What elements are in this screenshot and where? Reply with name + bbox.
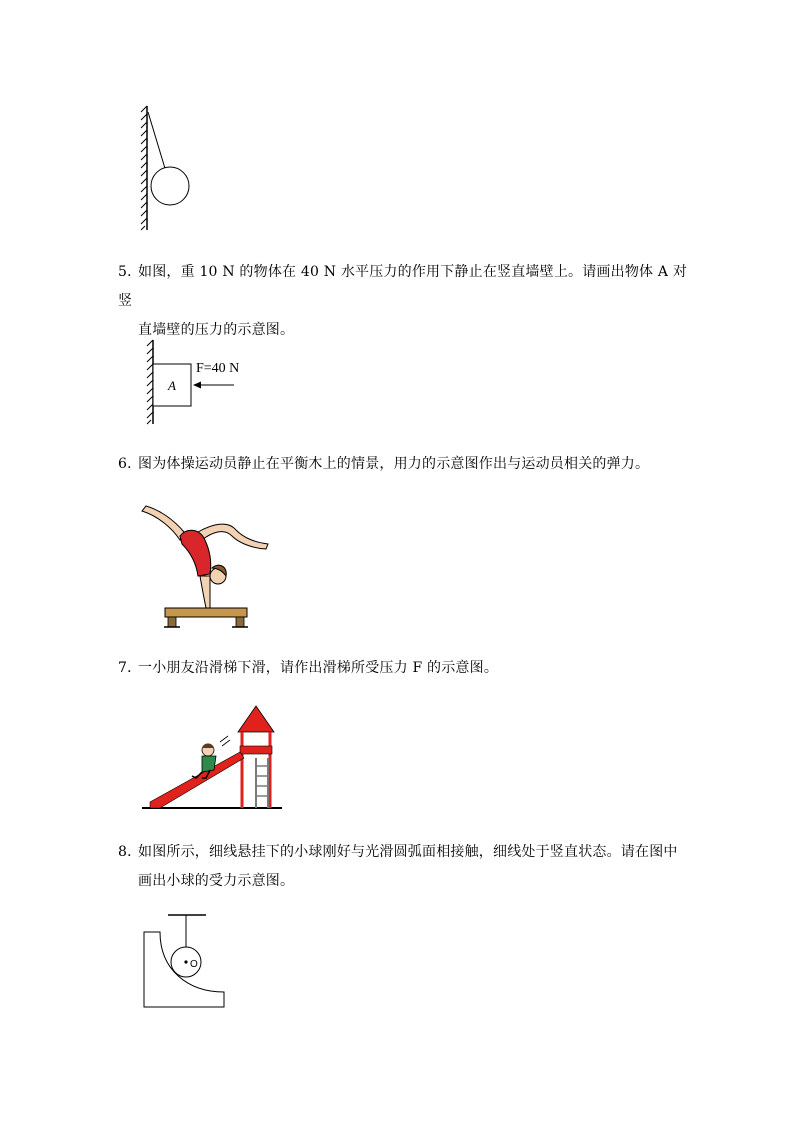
figure-ball-on-arc bbox=[138, 910, 230, 1010]
slide-ramp bbox=[150, 752, 244, 808]
block-label: A bbox=[168, 378, 176, 393]
jacket bbox=[202, 756, 216, 772]
left-leg bbox=[142, 506, 184, 540]
roof bbox=[238, 706, 274, 732]
question-text-line1: 一小朋友沿滑梯下滑，请作出滑梯所受压力 F 的示意图。 bbox=[138, 660, 499, 676]
question-5 bbox=[118, 258, 688, 345]
question-text-line2: 直墙壁的压力的示意图。 bbox=[138, 322, 295, 338]
figure-ball-on-wall bbox=[130, 100, 210, 235]
ball bbox=[151, 167, 189, 205]
question-number: 5． bbox=[118, 264, 142, 280]
center-dot bbox=[184, 960, 187, 963]
question-number: 7． bbox=[118, 660, 142, 676]
question-7 bbox=[118, 654, 688, 683]
figure-child-on-slide bbox=[140, 702, 285, 814]
cap bbox=[202, 744, 214, 749]
balance-beam bbox=[164, 608, 248, 627]
force-label: F=40 N bbox=[196, 361, 240, 376]
arms bbox=[200, 576, 210, 608]
question-number: 8． bbox=[118, 844, 142, 860]
force-arrow bbox=[193, 382, 234, 389]
question-text-line2: 画出小球的受力示意图。 bbox=[138, 873, 295, 889]
gymnast bbox=[142, 506, 268, 608]
question-text-line1: 如图，重 10 N 的物体在 40 N 水平压力的作用下静止在竖直墙壁上。请画出物体 A 对竖 bbox=[118, 264, 688, 309]
wall-hatching bbox=[141, 106, 147, 230]
question-6 bbox=[118, 450, 688, 479]
question-text-line1: 图为体操运动员静止在平衡木上的情景，用力的示意图作出与运动员相关的弹力。 bbox=[138, 456, 650, 472]
figure-block-on-wall bbox=[138, 336, 253, 428]
motion-lines bbox=[220, 736, 230, 746]
center-label: O bbox=[190, 959, 198, 970]
question-text-line1: 如图所示，细线悬挂下的小球刚好与光滑圆弧面相接触，细线处于竖直状态。请在图中 bbox=[138, 844, 678, 860]
question-number: 6． bbox=[118, 456, 142, 472]
figure-gymnast-on-beam bbox=[140, 496, 275, 632]
right-leg bbox=[198, 524, 268, 549]
wall-hatching bbox=[147, 340, 153, 424]
question-8 bbox=[118, 838, 688, 896]
